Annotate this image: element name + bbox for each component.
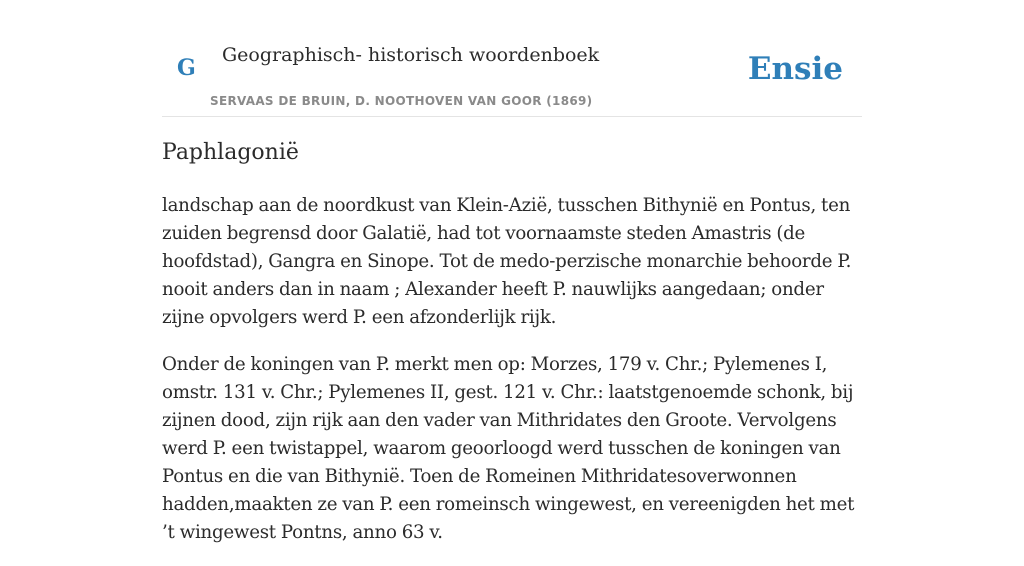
book-header <box>162 0 862 117</box>
entry-body <box>162 192 862 566</box>
page <box>162 0 862 543</box>
book-authors: SERVAAS DE BRUIN, D. NOOTHOVEN VAN GOOR (1869) <box>210 94 593 108</box>
entry-paragraph-1: landschap aan de noordkust van Klein-Azië, tusschen Bithynië en Pontus, ten zuiden begrensd door Galatië, had tot voornaamste steden Amastris (de hoofdstad), Gangra en Sinope. Tot de medo-perzische monarchie behoorde P. nooit anders dan in naam ; Alexander heeft P. nauwlijks aangedaan; onder zijne opvolgers werd P. een afzonderlijk rijk. <box>162 195 852 328</box>
book-title-link[interactable]: Geographisch- historisch woordenboek <box>222 44 600 66</box>
ensie-logo-link[interactable]: Ensie <box>747 51 843 87</box>
entry-paragraph-2: Onder de koningen van P. merkt men op: Morzes, 179 v. Chr.; Pylemenes I, omstr. 131 v. Chr.; Pylemenes II, gest. 121 v. Chr.: laatstgenoemde schonk, bij zijnen dood, zijn rijk aan den vader van Mithridates den Groote. Vervolgens werd P. een twistappel, waarom geoorloogd werd tusschen de koningen van Pontus en die van Bithynië. Toen de Romeinen Mithridatesoverwonnen hadden,maakten ze van P. een romeinsch wingewest, en vereenigden het met ’t wingewest Pontns, anno 63 v. <box>162 354 855 543</box>
entry-title: Paphlagonië <box>162 140 299 165</box>
book-letter-icon[interactable]: G <box>177 55 196 81</box>
